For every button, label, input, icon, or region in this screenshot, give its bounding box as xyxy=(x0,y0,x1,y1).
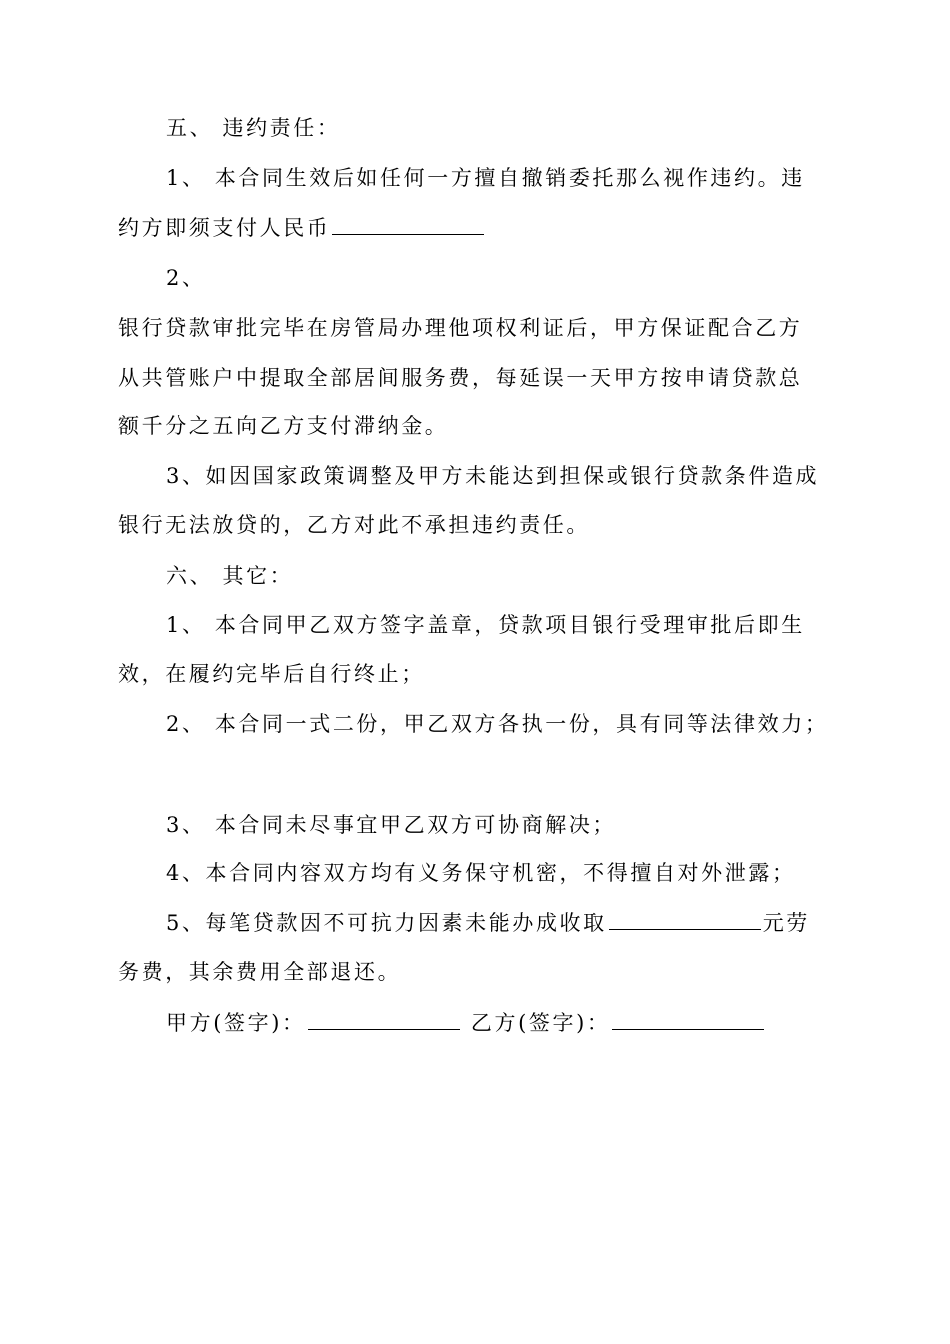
section-5-heading: 五、 违约责任： xyxy=(166,116,341,140)
s6-item-5-tail: 元劳 xyxy=(762,911,810,935)
s5-item-1-line-1: 1、 本合同生效后如任何一方擅自撤销委托那么视作违约。违 xyxy=(166,166,805,190)
s6-item-2: 2、 本合同一式二份，甲乙双方各执一份，具有同等法律效力； xyxy=(166,712,829,736)
amount-blank[interactable] xyxy=(332,214,484,235)
s6-item-5-text: 5、每笔贷款因不可抗力因素未能办成收取 xyxy=(166,911,607,935)
party-b-signature-label: 乙方(签字)： xyxy=(470,1011,611,1035)
s5-item-2-line-3: 额千分之五向乙方支付滞纳金。 xyxy=(118,414,449,438)
party-b-signature-blank[interactable] xyxy=(612,1009,764,1030)
party-a-signature-blank[interactable] xyxy=(308,1009,460,1030)
fee-blank[interactable] xyxy=(609,909,761,930)
s6-item-5-line-1 xyxy=(166,908,810,938)
s5-item-3-line-2: 银行无法放贷的，乙方对此不承担违约责任。 xyxy=(118,513,590,537)
s5-item-3-line-1: 3、如因国家政策调整及甲方未能达到担保或银行贷款条件造成 xyxy=(166,464,820,488)
section-6-heading: 六、 其它： xyxy=(166,564,294,588)
s5-item-2-number: 2、 xyxy=(166,266,206,290)
s6-item-3: 3、 本合同未尽事宜甲乙双方可协商解决； xyxy=(166,813,617,837)
s6-item-5-line-2: 务费，其余费用全部退还。 xyxy=(118,960,402,984)
s5-item-1-text: 约方即须支付人民币 xyxy=(118,216,331,240)
s6-item-1-line-2: 效，在履约完毕后自行终止； xyxy=(118,662,425,686)
party-a-signature-label: 甲方(签字)： xyxy=(166,1011,306,1035)
s6-item-4: 4、本合同内容双方均有义务保守机密，不得擅自对外泄露； xyxy=(166,861,796,885)
s5-item-1-line-2 xyxy=(118,213,486,243)
s5-item-2-line-2: 从共管账户中提取全部居间服务费，每延误一天甲方按申请贷款总 xyxy=(118,366,803,390)
s5-item-2-line-1: 银行贷款审批完毕在房管局办理他项权利证后，甲方保证配合乙方 xyxy=(118,316,803,340)
signature-line xyxy=(166,1008,766,1038)
s6-item-1-line-1: 1、 本合同甲乙双方签字盖章，贷款项目银行受理审批后即生 xyxy=(166,613,805,637)
